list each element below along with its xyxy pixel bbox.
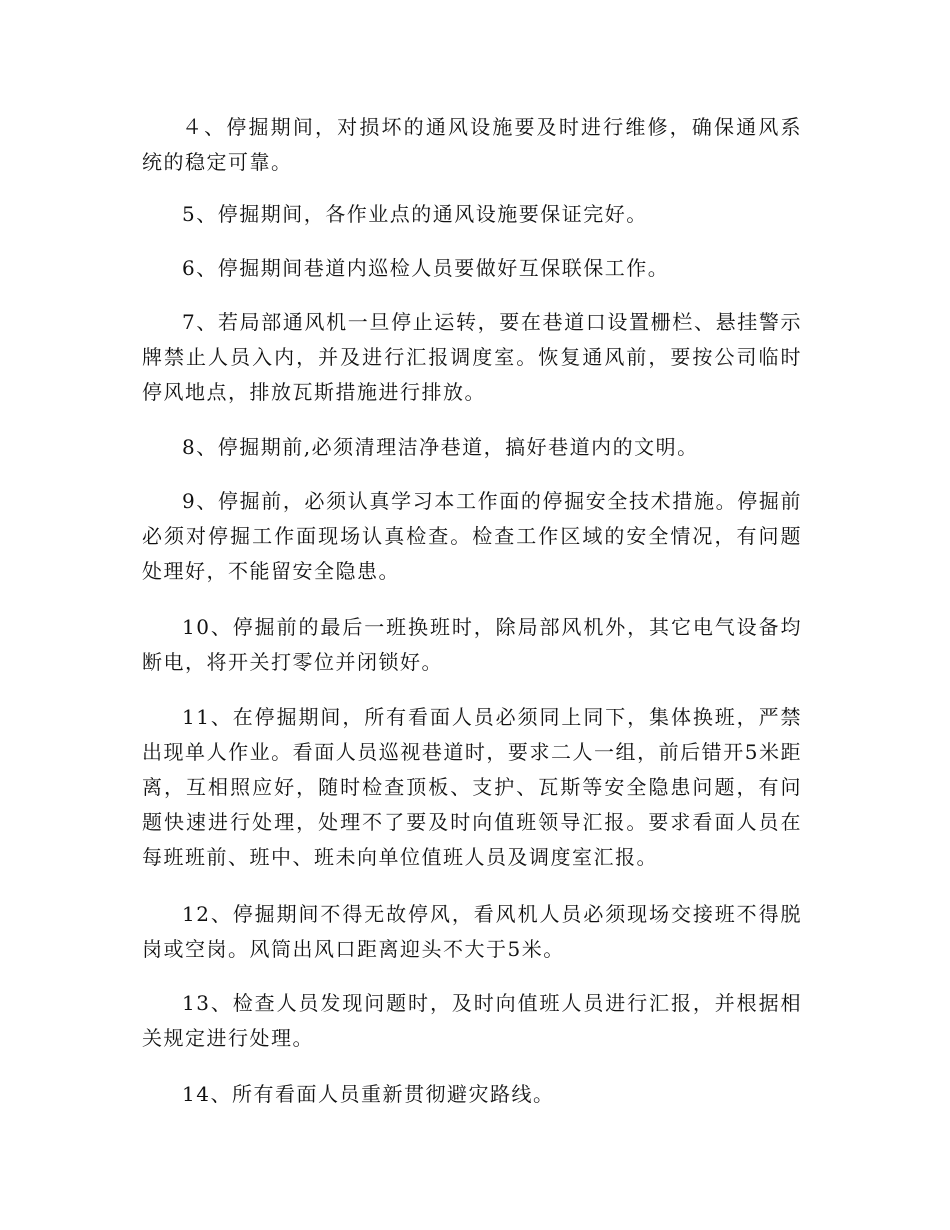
- paragraph-item-5: 5、停掘期间，各作业点的通风设施要保证完好。: [182, 202, 648, 226]
- paragraph-item-14: 14、所有看面人员重新贯彻避灾路线。: [182, 1082, 555, 1106]
- paragraph-item-6: 6、停掘期间巷道内巡检人员要做好互保联保工作。: [182, 256, 670, 280]
- paragraph-item-12: 12、停掘期间不得无故停风，看风机人员必须现场交接班不得脱岗或空岗。风筒出风口距离迎头不大于5米。: [142, 902, 802, 961]
- paragraph-item-13: 13、检查人员发现问题时，及时向值班人员进行汇报，并根据相关规定进行处理。: [142, 991, 802, 1050]
- paragraph-item-4: ４、停掘期间，对损坏的通风设施要及时进行维修，确保通风系统的稳定可靠。: [142, 115, 802, 174]
- paragraph-item-7: 7、若局部通风机一旦停止运转，要在巷道口设置栅栏、悬挂警示牌禁止人员入内，并及进行汇报调度室。恢复通风前，要按公司临时停风地点，排放瓦斯措施进行排放。: [142, 310, 802, 404]
- paragraph-item-11: 11、在停掘期间，所有看面人员必须同上同下，集体换班，严禁出现单人作业。看面人员巡视巷道时，要求二人一组，前后错开5米距离，互相照应好，随时检查顶板、支护、瓦斯等安全隐患问题，有问题快速进行处理，处理不了要及时向值班领导汇报。要求看面人员在每班班前、班中、班未向单位值班人员及调度室汇报。: [142, 705, 802, 869]
- paragraph-item-8: 8、停掘期前,必须清理洁净巷道，搞好巷道内的文明。: [182, 435, 699, 459]
- paragraph-item-9: 9、停掘前，必须认真学习本工作面的停掘安全技术措施。停掘前必须对停掘工作面现场认真检查。检查工作区域的安全情况，有问题处理好，不能留安全隐患。: [142, 489, 802, 583]
- paragraph-item-10: 10、停掘前的最后一班换班时，除局部风机外，其它电气设备均断电，将开关打零位并闭锁好。: [142, 615, 802, 674]
